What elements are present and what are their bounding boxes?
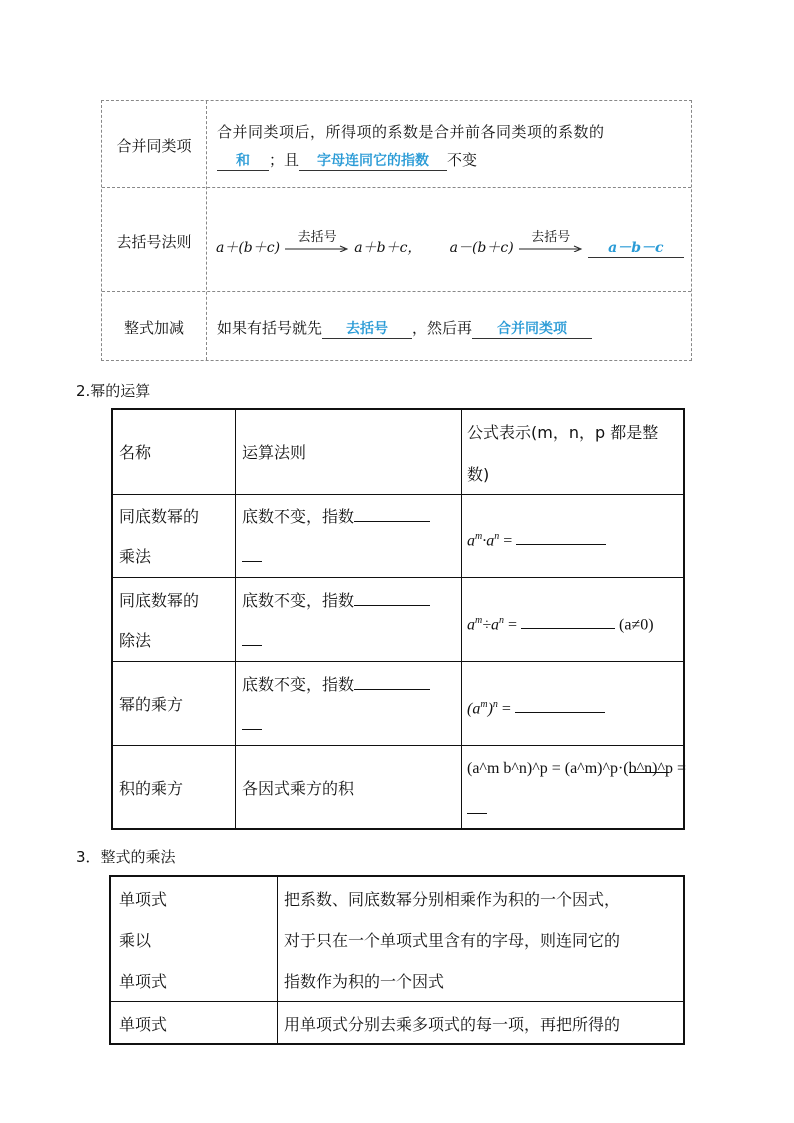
exponent: n	[492, 699, 498, 710]
answer-blank	[515, 692, 605, 713]
exponent: n	[494, 531, 500, 542]
row-divider	[113, 494, 683, 495]
row-rule-cont	[242, 704, 262, 746]
row-name: 同底数幂的	[119, 591, 200, 610]
formula: (a^m b^n)^p = (a^m)^p·(b^n)^p =	[467, 760, 686, 777]
row-label-polynomial-add-sub: 整式加减	[123, 319, 184, 337]
answer-blank	[516, 524, 606, 545]
exponent: m	[480, 699, 488, 710]
rule-text: 指数作为积的一个因式	[284, 972, 445, 991]
answer-blank	[521, 608, 615, 629]
arrow-with-label	[285, 230, 349, 252]
row-name: 幂的乘方	[119, 695, 184, 714]
formula-part: )	[487, 700, 493, 718]
row-rule	[242, 664, 430, 706]
expression: a＋(b＋c)	[216, 240, 281, 256]
row-label-remove-brackets: 去括号法则	[116, 233, 192, 251]
answer-blank	[467, 793, 487, 814]
answer-blank: a－b－c	[588, 239, 684, 258]
bracket-expressions	[216, 230, 684, 258]
header-formula: 公式表示(m，n，p 都是整	[467, 423, 659, 442]
formula	[467, 684, 605, 730]
rule-text: 用单项式分别去乘多项式的每一项，再把所得的	[284, 1015, 621, 1034]
equals: =	[504, 616, 522, 634]
row-rule	[242, 496, 430, 538]
rule-text: ，然后再	[412, 319, 473, 337]
row-name: 单项式	[119, 890, 168, 909]
header-name: 名称	[119, 443, 152, 462]
row-name: 单项式	[119, 1015, 168, 1034]
formula-cont	[467, 788, 487, 830]
rule-text: 底数不变，指数	[242, 675, 355, 694]
rule-text: 把系数、同底数幂分别相乘作为积的一个因式，	[284, 890, 621, 909]
formula-blank	[629, 748, 669, 790]
column-divider	[461, 410, 462, 828]
formula-part: ÷a	[482, 616, 500, 634]
answer-blank: 字母连同它的指数	[299, 152, 447, 171]
column-divider	[206, 101, 207, 360]
row-rule-cont	[242, 536, 262, 578]
rule-text: 底数不变，指数	[242, 591, 355, 610]
formula-part: a	[467, 532, 475, 550]
row-divider	[113, 661, 683, 662]
arrow-with-label	[519, 230, 583, 252]
formula	[467, 600, 654, 646]
rule-text: 如果有括号就先	[217, 319, 323, 337]
exponent: n	[499, 615, 505, 626]
formula-part: (a	[467, 700, 481, 718]
column-divider	[277, 877, 278, 1043]
answer-blank: 合并同类项	[472, 320, 592, 339]
answer-blank	[354, 501, 430, 522]
row-name-cont: 乘法	[119, 547, 152, 566]
row-divider	[113, 745, 683, 746]
row-name-cont: 除法	[119, 631, 152, 650]
row-rule-cont	[242, 620, 262, 662]
arrow-label: 去括号	[297, 230, 337, 245]
expression: a－(b＋c)	[449, 240, 514, 256]
formula-part: a	[467, 616, 475, 634]
rule-text: 对于只在一个单项式里含有的字母，则连同它的	[284, 931, 621, 950]
expression: a＋b＋c，	[354, 240, 422, 256]
exponent: m	[475, 531, 483, 542]
answer-blank	[242, 709, 262, 730]
answer-blank	[354, 585, 430, 606]
condition: (a≠0)	[619, 616, 654, 634]
table-polynomial-multiplication	[109, 875, 685, 1045]
answer-blank: 去括号	[322, 320, 412, 339]
separator-text: ；且	[269, 151, 300, 169]
row-rule	[242, 580, 430, 622]
answer-blank: 和	[217, 152, 269, 171]
answer-blank	[242, 625, 262, 646]
table-combining-terms	[101, 100, 692, 361]
row-divider	[113, 577, 683, 578]
table-power-operations	[111, 408, 685, 830]
row-divider	[102, 187, 691, 188]
formula	[467, 516, 606, 562]
answer-blank	[354, 669, 430, 690]
row-name: 乘以	[119, 931, 152, 950]
section-title: 3．整式的乘法	[76, 848, 176, 866]
answer-blank	[242, 541, 262, 562]
arrow-label: 去括号	[531, 230, 571, 245]
header-rule: 运算法则	[242, 443, 307, 462]
equals: =	[499, 532, 517, 550]
answer-blank	[629, 752, 669, 773]
row-name: 单项式	[119, 972, 168, 991]
rule-suffix-text: 不变	[447, 151, 478, 169]
combine-rule-line2	[217, 149, 477, 171]
exponent: m	[475, 615, 483, 626]
row-divider	[102, 291, 691, 292]
row-label-combine-like-terms: 合并同类项	[116, 137, 192, 155]
row-rule: 各因式乘方的积	[242, 779, 355, 798]
column-divider	[235, 410, 236, 828]
rule-text: 底数不变，指数	[242, 507, 355, 526]
combine-rule-text: 合并同类项后，所得项的系数是合并前各同类项的系数的	[217, 123, 605, 141]
section-title: 2.幂的运算	[76, 382, 151, 400]
header-formula-cont: 数)	[467, 465, 490, 484]
formula-part: ·a	[482, 532, 495, 550]
row-name: 同底数幂的	[119, 507, 200, 526]
equals: =	[497, 700, 515, 718]
row-name: 积的乘方	[119, 779, 184, 798]
add-sub-rule-text	[217, 317, 592, 339]
